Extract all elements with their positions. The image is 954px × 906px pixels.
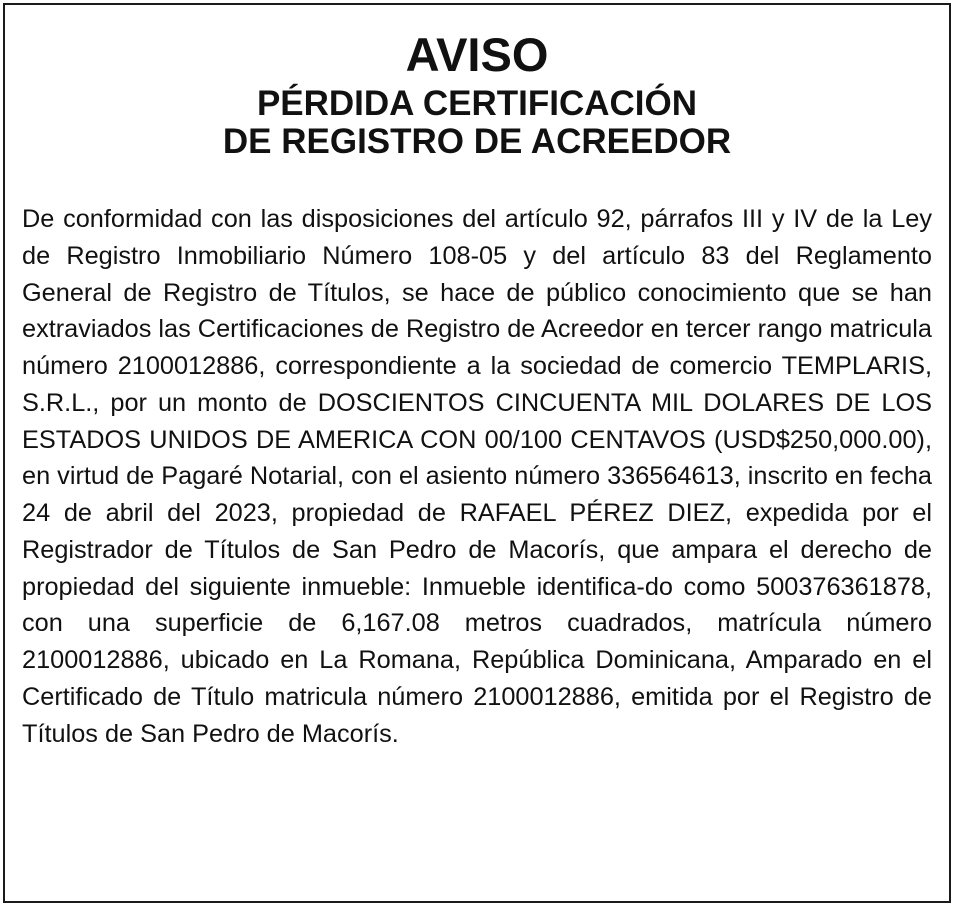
notice-subtitle-line-1: PÉRDIDA CERTIFICACIÓN	[256, 84, 698, 123]
notice-frame	[3, 3, 951, 903]
notice-subtitle	[5, 85, 949, 161]
notice-subtitle-line-2: DE REGISTRO DE ACREEDOR	[222, 122, 732, 161]
notice-body: De conformidad con las disposiciones del artículo 92, párrafos III y IV de la Ley de Registro Inmobiliario Número 108-05 y del artículo 83 del Reglamento General de Registro de Títulos, se hace de público conocimiento que se han extraviados las Certificaciones de Registro de Acreedor en tercer rango matricula número 2100012886, correspondiente a la sociedad de comercio TEMPLARIS, S.R.L., por un monto de DOSCIENTOS CINCUENTA MIL DOLARES DE LOS ESTADOS UNIDOS DE AMERICA CON 00/100 CENTAVOS (USD$250,000.00), en virtud de Pagaré Notarial, con el asiento número 336564613, inscrito en fecha 24 de abril del 2023, propiedad de RAFAEL PÉREZ DIEZ, expedida por el Registrador de Títulos de San Pedro de Macorís, que ampara el derecho de propiedad del siguiente inmueble: Inmueble identifica-do como 500376361878, con una superficie de 6,167.08 metros cuadrados, matrícula número 2100012886, ubicado en La Romana, República Dominicana, Amparado en el Certificado de Título matricula número 2100012886, emitida por el Registro de Títulos de San Pedro de Macorís.	[22, 205, 932, 748]
notice-title: AVISO	[405, 28, 549, 81]
